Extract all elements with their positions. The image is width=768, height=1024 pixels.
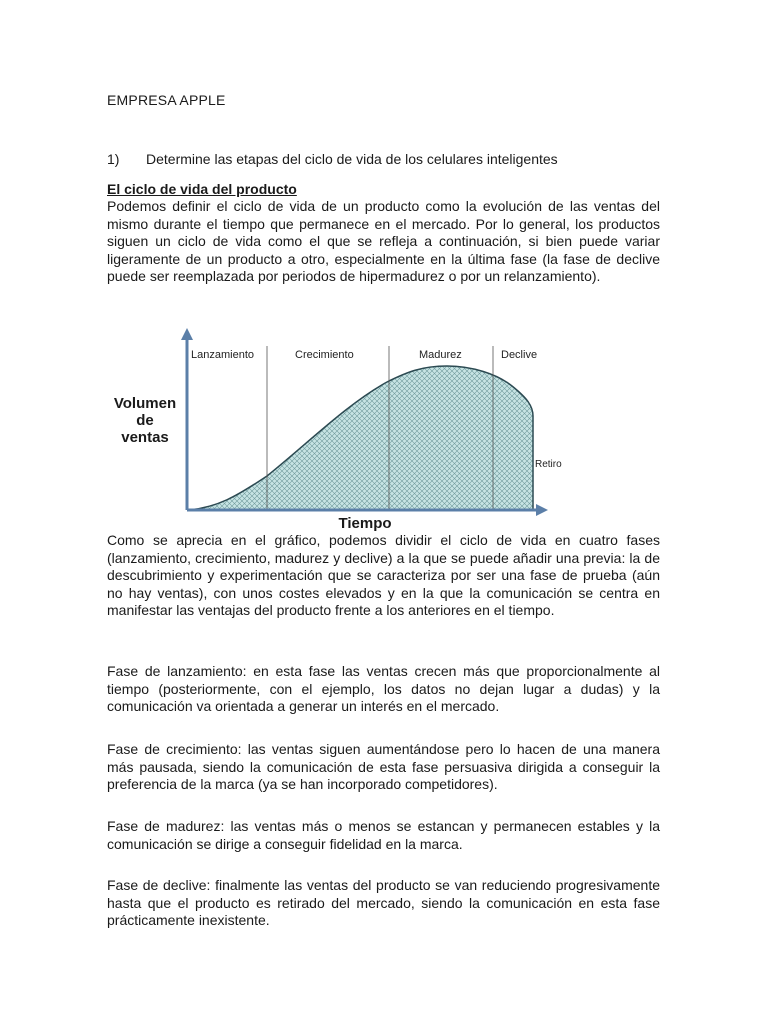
ylabel-line-2: de — [136, 412, 154, 429]
life-cycle-svg — [107, 326, 562, 532]
document-title: EMPRESA APPLE — [107, 92, 226, 108]
question-1 — [107, 151, 660, 167]
ylabel-line-3: ventas — [121, 429, 169, 446]
phase-label-declive: Declive — [501, 349, 538, 361]
phase-label-lanzamiento: Lanzamiento — [191, 349, 254, 361]
chart-description-paragraph: Como se aprecia en el gráfico, podemos dividir el ciclo de vida en cuatro fases (lanzamiento, crecimiento, madurez y declive) a la que se puede añadir una previa: la de descubrimiento y experimentación que se caracteriza por ser una fase de prueba (aún no hay ventas), con unos costes elevados y en la que la comunicación se centra en manifestar las ventajas del producto frente a los anteriores en el tiempo. — [107, 532, 660, 619]
phase-crecimiento-paragraph: Fase de crecimiento: las ventas siguen aumentándose pero lo hacen de una manera más pausada, siendo la comunicación de esta fase persuasiva dirigida a conseguir la preferencia de la marca (ya se han incorporado competidores). — [107, 741, 660, 793]
phase-label-madurez: Madurez — [419, 349, 462, 361]
x-axis-arrow — [536, 504, 548, 516]
question-number: 1) — [107, 151, 120, 167]
sales-curve-area — [187, 366, 533, 510]
intro-paragraph: Podemos definir el ciclo de vida de un producto como la evolución de las ventas del mismo durante el tiempo que permanece en el mercado. Por lo general, los productos siguen un ciclo de vida como el que se refleja a continuación, si bien puede variar ligeramente de un producto a otro, especialmente en la última fase (la fase de declive puede ser reemplazada por periodos de hipermadurez o por un relanzamiento). — [107, 198, 660, 285]
phase-lanzamiento-paragraph: Fase de lanzamiento: en esta fase las ventas crecen más que proporcionalmente al tiempo (posteriormente, con el ejemplo, los datos no dejan lugar a dudas) y la comunicación va orientada a generar un interés en el mercado. — [107, 663, 660, 715]
product-life-cycle-diagram — [107, 326, 562, 532]
xlabel: Tiempo — [338, 515, 392, 532]
phase-declive-paragraph: Fase de declive: finalmente las ventas del producto se van reduciendo progresivamente hasta que el producto es retirado del mercado, siendo la comunicación en esta fase prácticamente inexistente. — [107, 877, 660, 929]
ylabel-line-1: Volumen — [113, 395, 177, 412]
retiro-label: Retiro — [535, 459, 562, 470]
phase-label-crecimiento: Crecimiento — [295, 349, 354, 361]
question-text: Determine las etapas del ciclo de vida de los celulares inteligentes — [146, 151, 558, 167]
section-heading: El ciclo de vida del producto — [107, 181, 297, 197]
y-axis-arrow — [181, 328, 193, 340]
phase-madurez-paragraph: Fase de madurez: las ventas más o menos se estancan y permanecen estables y la comunicación se dirige a conseguir fidelidad en la marca. — [107, 818, 660, 852]
